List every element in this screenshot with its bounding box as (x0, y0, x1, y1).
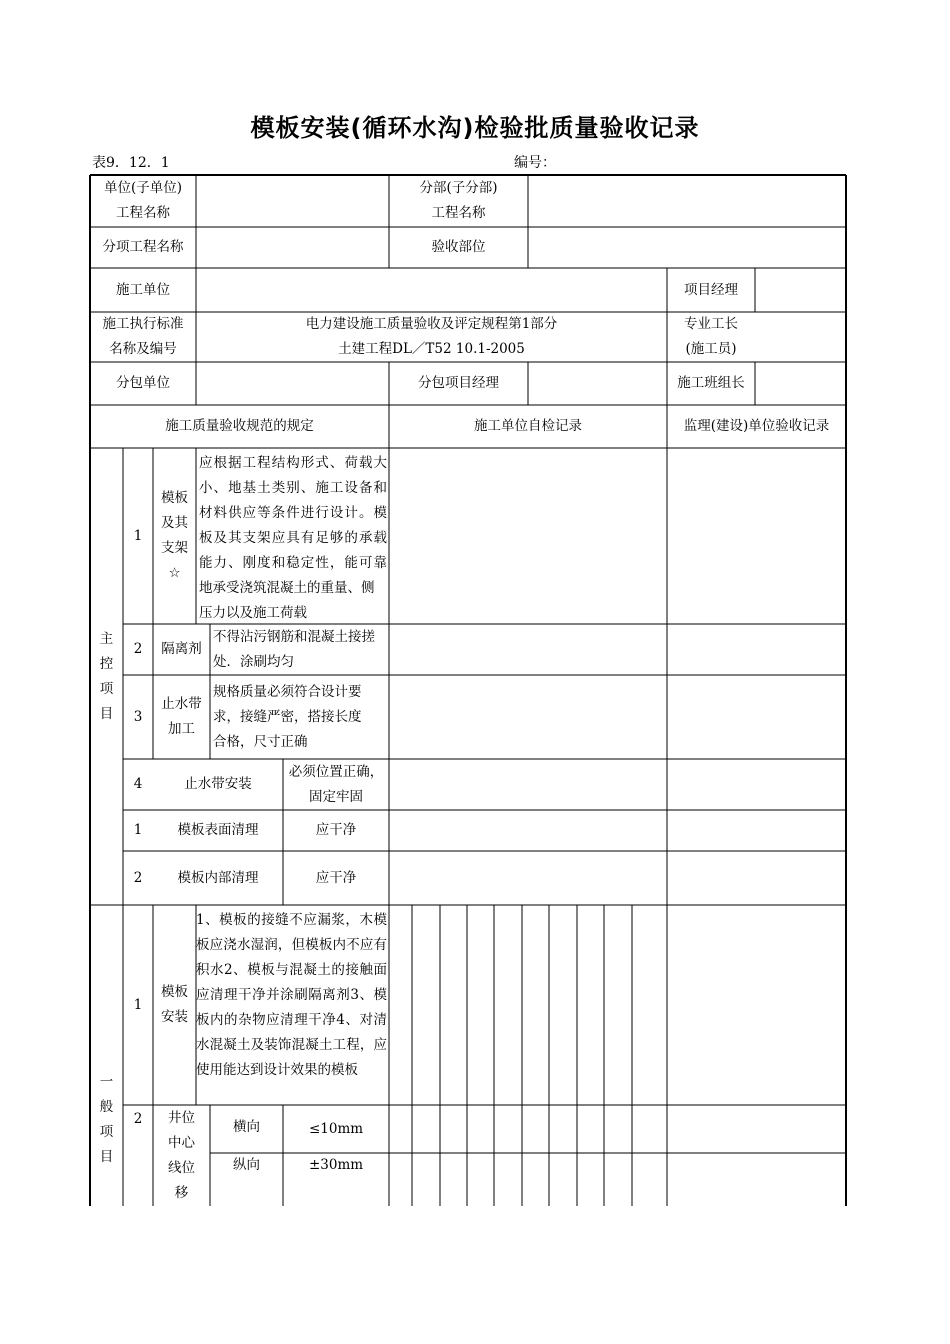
subcontractor-field[interactable] (196, 362, 389, 405)
self-check-column-header: 施工单位自检记录 (474, 418, 582, 434)
main-item-2-supervision[interactable] (667, 624, 846, 675)
main-item-6-name: 模板内部清理 (177, 869, 259, 886)
main-item-5-name: 模板表面清理 (177, 822, 259, 838)
main-item-2-self-check[interactable] (389, 624, 667, 675)
acceptance-part-field[interactable] (528, 227, 846, 268)
item-project-field[interactable] (196, 227, 389, 268)
foreman-field[interactable] (755, 312, 846, 362)
main-item-4-requirement: 必须位置正确， 固定牢固 (288, 763, 384, 805)
foreman-label: 专业工长 (施工员) (684, 316, 738, 357)
sub-pm-label: 分包项目经理 (418, 375, 499, 391)
serial-number-label: 编号： (514, 155, 556, 171)
general-item-2-dir-2: 纵向 (233, 1157, 260, 1173)
subcontractor-label: 分包单位 (116, 375, 170, 391)
main-item-1-supervision[interactable] (667, 448, 846, 624)
general-item-2-name: 井位 中心 线位 移 (168, 1109, 195, 1201)
sub-project-label: 分部(子分部) 工程名称 (419, 180, 498, 221)
general-item-2-no: 2 (133, 1111, 143, 1127)
main-item-2-name: 隔离剂 (161, 641, 202, 657)
unit-project-field[interactable] (196, 175, 389, 227)
team-leader-label: 施工班组长 (677, 375, 745, 391)
general-item-1-requirement: 1、模板的接缝不应漏浆，木模板应浇水湿润，但模板内不应有积水2、模板与混凝土的接触面应清理干净并涂刷隔离剂3、模板内的杂物应清理干净4、对清水混凝土及装饰混凝土工程，应使用能达到设计效果的模板 (196, 912, 387, 1078)
standard-label: 施工执行标准 名称及编号 (102, 316, 184, 357)
general-item-1-no: 1 (133, 996, 143, 1013)
main-item-4-name: 止水带安装 (184, 776, 252, 792)
main-item-6-self-check[interactable] (389, 851, 667, 905)
main-item-3-requirement: 规格质量必须符合设计要 求，接缝严密，搭接长度 合格，尺寸正确 (213, 683, 362, 750)
general-item-1-name: 模板 安装 (161, 984, 188, 1025)
main-item-2-no: 2 (133, 641, 143, 657)
main-item-5-requirement: 应干净 (315, 822, 357, 838)
main-item-1-name: 模板 及其 支架 ☆ (161, 490, 188, 581)
construction-unit-field[interactable] (196, 268, 667, 312)
main-item-6-no: 2 (133, 869, 143, 886)
main-item-1-requirement: 应根据工程结构形式、荷载大小、地基土类别、施工设备和材料供应等条件进行设计。模板及其支架应具有足够的承载能力、刚度和稳定性，能可靠地承受浇筑混凝土的重量、侧 压力以及施工荷载 (199, 455, 387, 621)
project-manager-label: 项目经理 (684, 281, 738, 298)
construction-unit-label: 施工单位 (116, 281, 170, 298)
general-item-2-tol-1: ≤10mm (308, 1121, 364, 1137)
main-item-3-name: 止水带 加工 (161, 696, 202, 737)
item-project-label: 分项工程名称 (102, 239, 184, 255)
main-item-1-no: 1 (133, 527, 143, 544)
general-item-1-supervision[interactable] (667, 905, 846, 1105)
standard-value: 电力建设施工质量验收及评定规程第1部分 土建工程DL／T52 10.1-2005 (305, 316, 558, 357)
project-manager-field[interactable] (755, 268, 846, 312)
unit-project-label: 单位(子单位) 工程名称 (103, 180, 183, 221)
spec-column-header: 施工质量验收规范的规定 (165, 418, 314, 434)
general-item-2-tol-2: ±30mm (308, 1157, 364, 1173)
main-item-5-supervision[interactable] (667, 810, 846, 851)
main-item-4-no: 4 (133, 776, 143, 792)
acceptance-part-label: 验收部位 (431, 239, 486, 255)
main-item-1-self-check[interactable] (389, 448, 667, 624)
main-item-6-supervision[interactable] (667, 851, 846, 905)
general-label: 一 般 项 目 (99, 1074, 114, 1165)
sub-project-field[interactable] (528, 175, 846, 227)
main-item-3-supervision[interactable] (667, 675, 846, 759)
sub-pm-field[interactable] (528, 362, 667, 405)
main-item-6-requirement: 应干净 (315, 869, 357, 886)
page-title: 模板安装(循环水沟)检验批质量验收记录 (250, 114, 700, 142)
general-item-2-supervision[interactable] (667, 1105, 846, 1206)
main-item-3-self-check[interactable] (389, 675, 667, 759)
team-leader-field[interactable] (755, 362, 846, 405)
general-item-2-dir-1: 横向 (233, 1119, 260, 1135)
main-item-5-self-check[interactable] (389, 810, 667, 851)
main-item-5-no: 1 (133, 822, 143, 838)
main-item-4-supervision[interactable] (667, 759, 846, 810)
main-item-2-requirement: 不得沾污钢筋和混凝土接搓处．涂刷均匀 (213, 628, 375, 670)
table-number: 表9．12．1 (92, 155, 170, 171)
main-item-3-no: 3 (133, 708, 143, 725)
main-control-label: 主 控 项 目 (99, 630, 114, 722)
supervision-column-header: 监理(建设)单位验收记录 (683, 418, 830, 434)
main-item-4-self-check[interactable] (389, 759, 667, 810)
